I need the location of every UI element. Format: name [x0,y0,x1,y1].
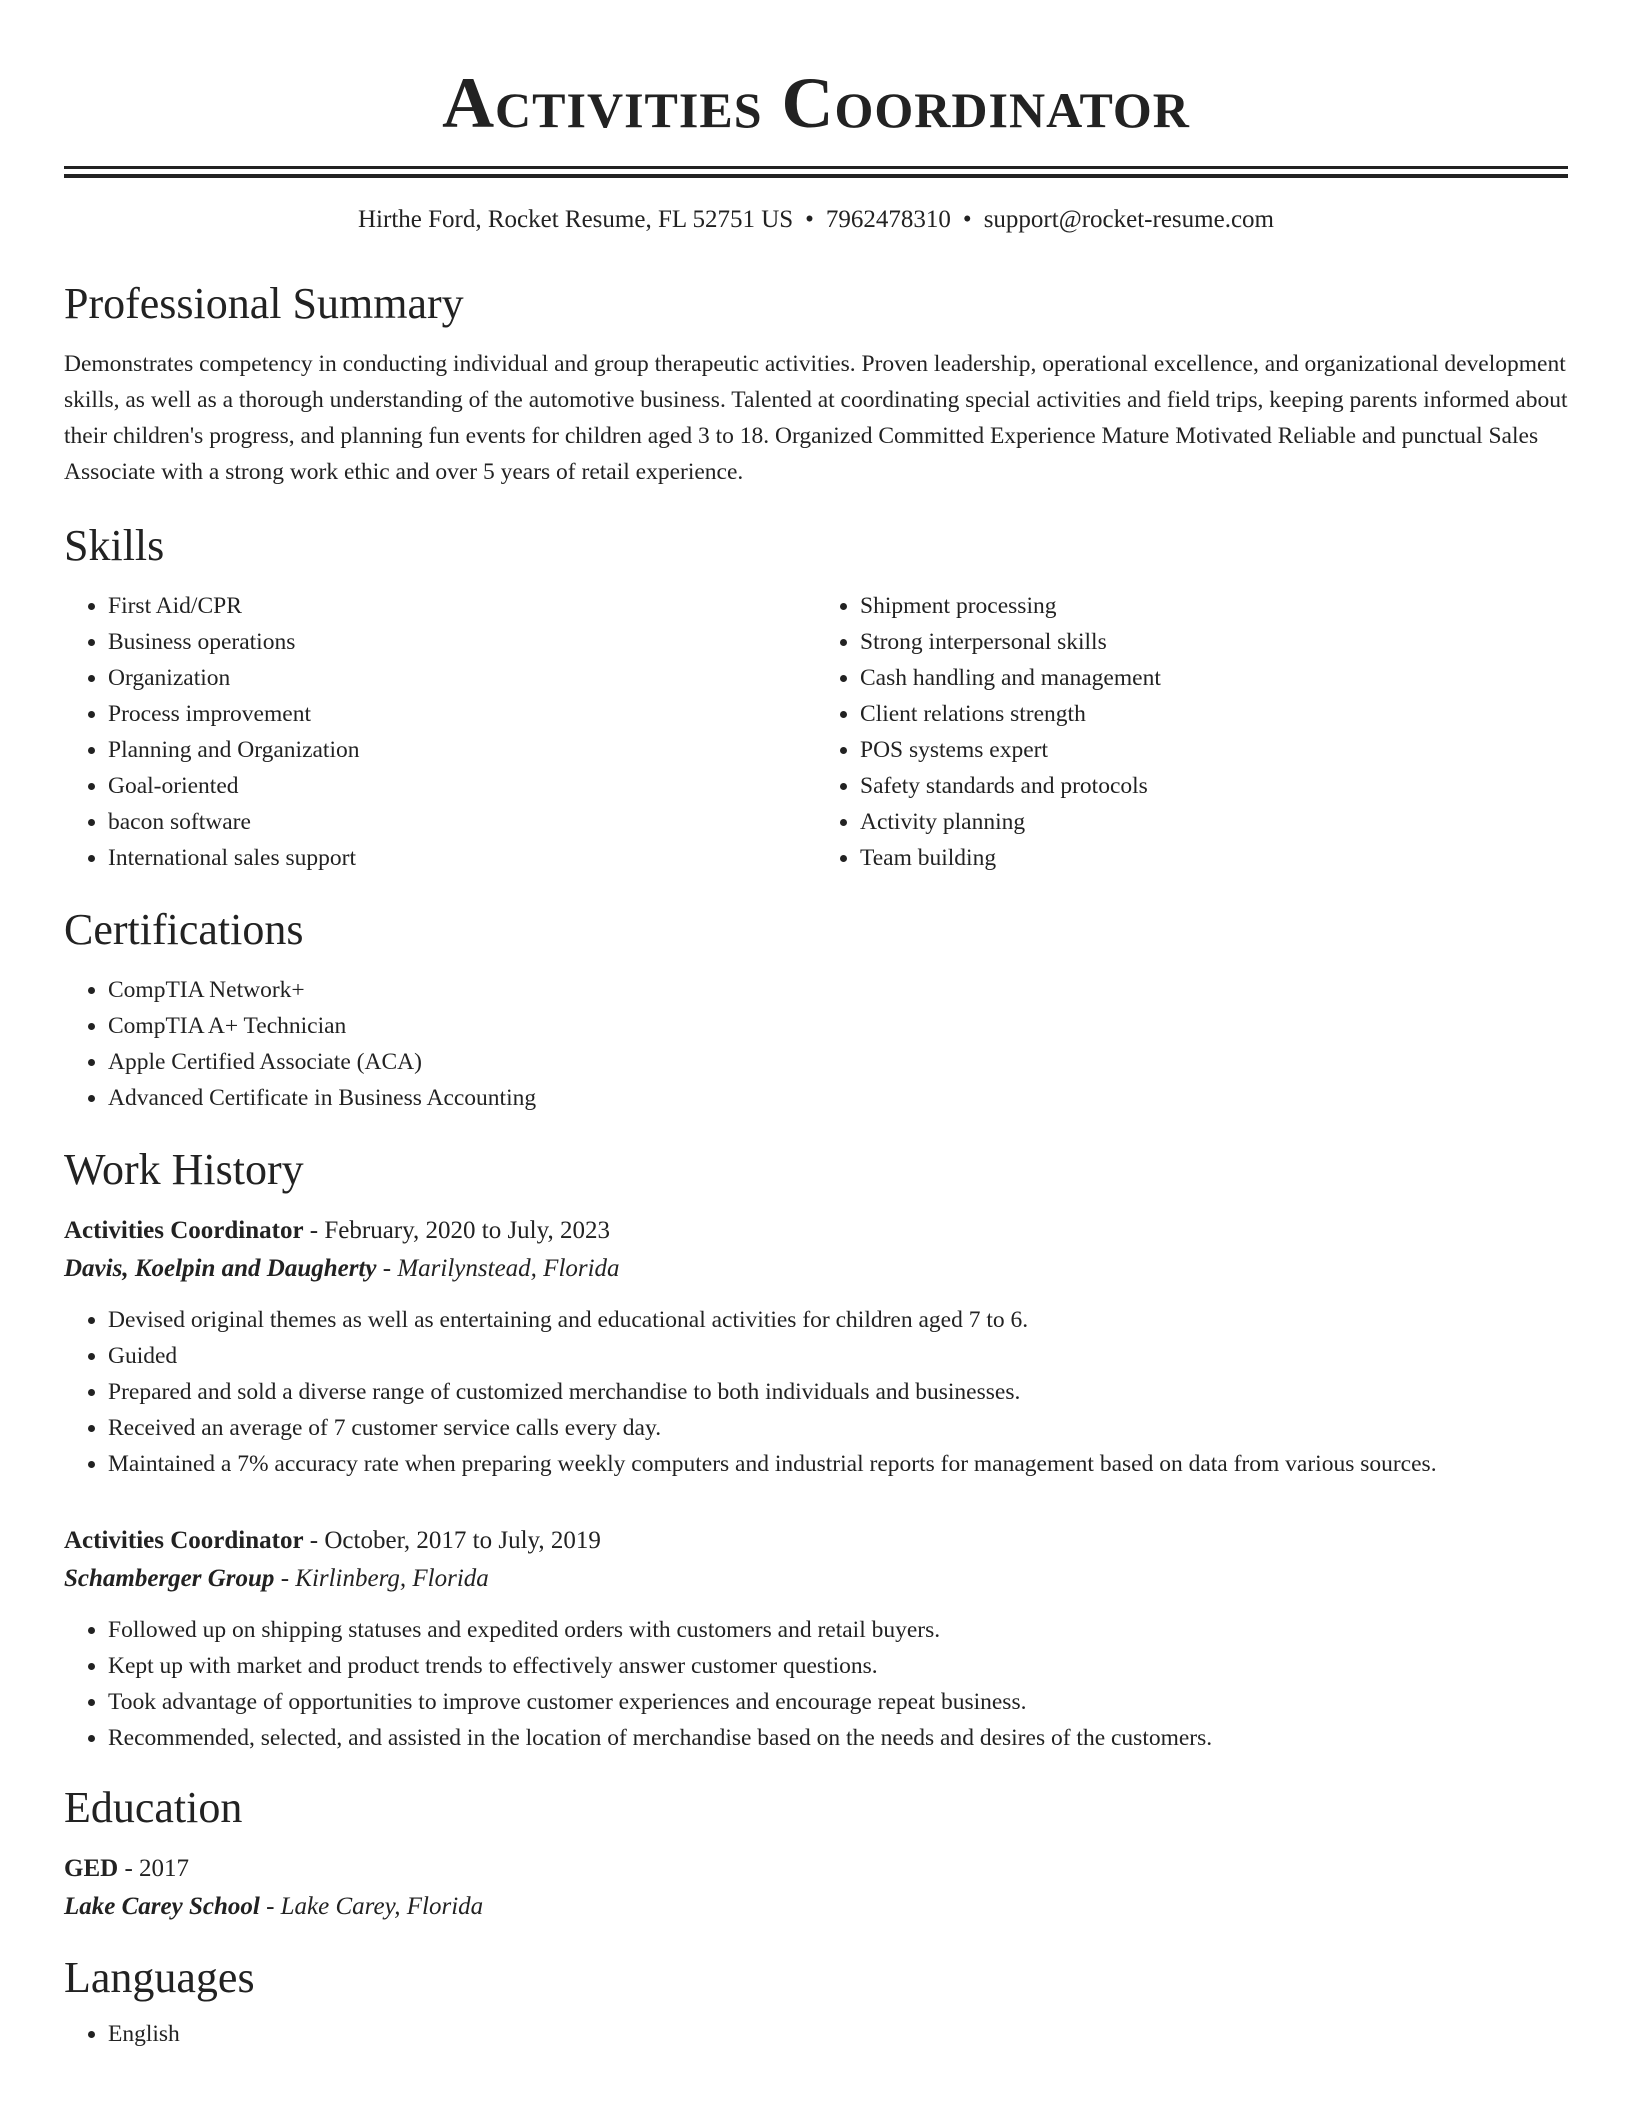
skill-item: • Team building [860,840,1568,876]
certifications-list [64,972,1568,1116]
contact-address: Hirthe Ford, Rocket Resume, FL 52751 US [358,206,794,233]
certification-item: • Apple Certified Associate (ACA) [108,1044,1568,1080]
education-location: - Lake Carey, Florida [259,1893,484,1920]
languages-section [64,1950,1568,2052]
skill-item: • Process improvement [108,696,816,732]
title-divider [64,166,1568,178]
education-year: - 2017 [118,1855,190,1882]
job-bullet: • Kept up with market and product trends to effectively answer customer questions. [108,1648,1568,1684]
skill-item: • Safety standards and protocols [860,768,1568,804]
skill-item: • bacon software [108,804,816,840]
job-bullet: • Took advantage of opportunities to improve customer experiences and encourage repeat business. [108,1684,1568,1720]
skill-item: • Organization [108,660,816,696]
skills-heading: Skills [64,521,165,570]
skill-item: • Planning and Organization [108,732,816,768]
job-bullet: • Prepared and sold a diverse range of customized merchandise to both individuals and businesses. [108,1374,1568,1410]
education-section [64,1780,1568,1926]
certification-item: • Advanced Certificate in Business Accounting [108,1080,1568,1116]
skill-item: • Business operations [108,624,816,660]
job-title: Activities Coordinator [64,1217,304,1244]
job-dates: - October, 2017 to July, 2019 [303,1527,601,1554]
job-company-line [64,1560,1568,1598]
work-history-section [64,1142,1568,1756]
job-bullet: • Recommended, selected, and assisted in the location of merchandise based on the needs and desires of the customers. [108,1720,1568,1756]
summary-section [64,276,1568,490]
contact-line [64,202,1568,238]
skill-item: • Activity planning [860,804,1568,840]
summary-text: Demonstrates competency in conducting individual and group therapeutic activities. Proven leadership, operational excellence, and organizational development skills, as well as a thorough understanding of the automotive business. Talented at coordinating special activities and field trips, keeping parents informed about their children's progress, and planning fun events for children aged 3 to 18. Organized Committed Experience Mature Motivated Reliable and punctual Sales Associate with a strong work ethic and over 5 years of retail experience. [64,351,1568,485]
education-school: Lake Carey School [64,1893,260,1920]
contact-phone: 7962478310 [825,206,951,233]
job-entry [64,1522,1568,1756]
resume-title: Activities Coordinator [442,63,1190,143]
contact-separator: • [962,206,972,233]
skills-section [64,518,1568,876]
skill-item: • Cash handling and management [860,660,1568,696]
language-item: • English [108,2016,1568,2052]
job-bullet: • Received an average of 7 customer service calls every day. [108,1410,1568,1446]
education-school-line [64,1888,1568,1926]
job-bullets [64,1612,1568,1756]
education-degree-line [64,1850,1568,1888]
job-company: Davis, Koelpin and Daugherty [64,1255,377,1282]
job-company: Schamberger Group [64,1565,275,1592]
job-bullets [64,1302,1568,1482]
job-location: - Marilynstead, Florida [376,1255,620,1282]
skill-item: • Client relations strength [860,696,1568,732]
skills-columns [64,588,1568,876]
education-entry [64,1850,1568,1926]
languages-heading: Languages [64,1953,255,2002]
summary-heading: Professional Summary [64,279,464,328]
job-company-line [64,1250,1568,1288]
job-bullet: • Maintained a 7% accuracy rate when preparing weekly computers and industrial reports for management based on data from various sources. [108,1446,1568,1482]
education-heading: Education [64,1783,243,1832]
job-dates: - February, 2020 to July, 2023 [303,1217,610,1244]
languages-list [64,2016,1568,2052]
job-title-line [64,1212,1568,1250]
job-bullet: • Followed up on shipping statuses and expedited orders with customers and retail buyers. [108,1612,1568,1648]
skills-list-right [816,588,1568,876]
certification-item: • CompTIA A+ Technician [108,1008,1568,1044]
contact-email: support@rocket-resume.com [983,206,1274,233]
job-bullet: • Devised original themes as well as entertaining and educational activities for children aged 7 to 6. [108,1302,1568,1338]
job-title: Activities Coordinator [64,1527,304,1554]
skill-item: • Shipment processing [860,588,1568,624]
job-title-line [64,1522,1568,1560]
certifications-heading: Certifications [64,905,304,954]
job-entry [64,1212,1568,1482]
work-history-heading: Work History [64,1145,304,1194]
job-location: - Kirlinberg, Florida [274,1565,489,1592]
contact-separator: • [805,206,814,233]
skills-list-left [64,588,816,876]
certifications-section [64,902,1568,1116]
certification-item: • CompTIA Network+ [108,972,1568,1008]
skill-item: • Strong interpersonal skills [860,624,1568,660]
skill-item: • First Aid/CPR [108,588,816,624]
education-degree: GED [64,1855,119,1882]
job-bullet: • Guided [108,1338,1568,1374]
skill-item: • International sales support [108,840,816,876]
skill-item: • Goal-oriented [108,768,816,804]
skill-item: • POS systems expert [860,732,1568,768]
